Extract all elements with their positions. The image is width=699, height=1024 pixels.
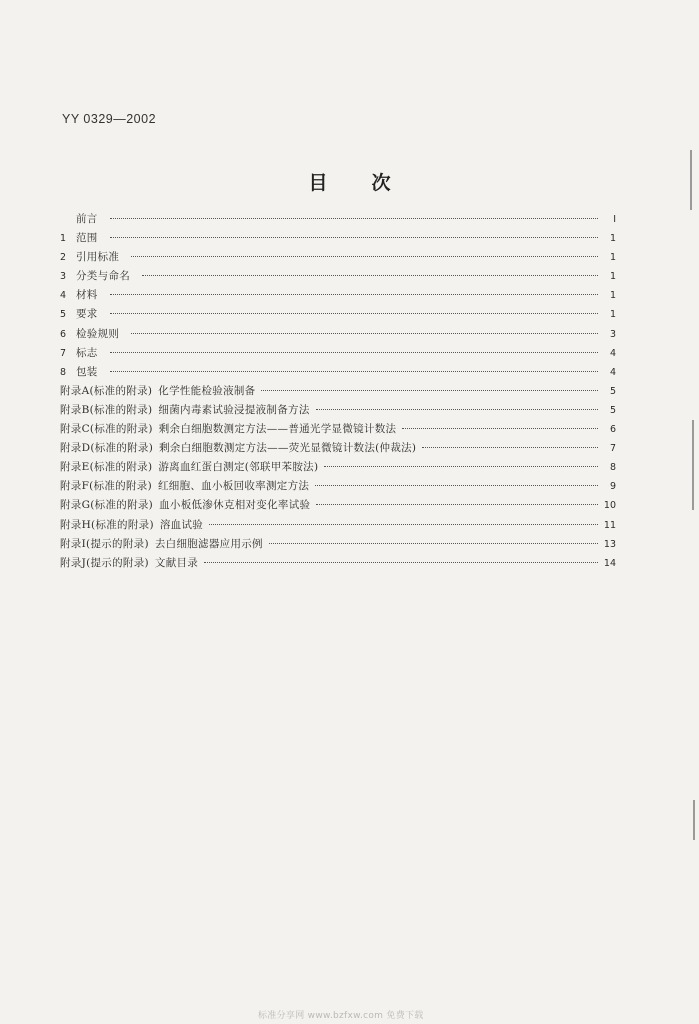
toc-entry[interactable] [60, 344, 616, 363]
toc-entry-page: 7 [609, 443, 616, 455]
toc-entry[interactable] [60, 401, 616, 420]
toc-entry-label: 附录H(标准的附录) 溶血试验 [60, 518, 204, 531]
toc-entry-label: 附录B(标准的附录) 细菌内毒素试验浸提液制备方法 [60, 403, 310, 416]
toc-entry-number: 6 [60, 328, 67, 340]
toc-entry-label: 附录F(标准的附录) 红细胞、血小板回收率测定方法 [60, 480, 310, 493]
toc-entry[interactable] [60, 325, 616, 344]
toc-entry[interactable] [60, 477, 616, 496]
scan-edge-mark [692, 420, 694, 510]
toc-entry-number: 2 [60, 252, 67, 264]
toc-leader-dots [142, 275, 598, 276]
toc-leader-dots [110, 313, 598, 314]
toc-entry-number: 1 [60, 233, 67, 245]
toc-entry[interactable] [60, 516, 616, 535]
toc-entry-label: 附录E(标准的附录) 游离血红蛋白测定(邻联甲苯胺法) [60, 461, 319, 474]
toc-entry-label: 附录G(标准的附录) 血小板低渗休克相对变化率试验 [60, 499, 311, 512]
toc-entry-page: 11 [603, 519, 616, 531]
toc-entry-page: 5 [609, 385, 616, 397]
toc-leader-dots [316, 504, 598, 505]
toc-entry[interactable] [60, 305, 616, 324]
toc-entry[interactable] [60, 286, 616, 305]
toc-entry-page: 1 [609, 252, 616, 264]
toc-entry[interactable] [60, 229, 616, 248]
toc-entry-label: 材料 [76, 289, 98, 302]
toc-leader-dots [324, 466, 598, 467]
toc-entry-page: 4 [609, 366, 616, 378]
toc-leader-dots [402, 428, 598, 429]
toc-entry-label: 包装 [76, 365, 98, 378]
toc-entry-label: 附录C(标准的附录) 剩余白细胞数测定方法——普通光学显微镜计数法 [60, 423, 397, 436]
toc-entry[interactable] [60, 535, 616, 554]
toc-entry-number: 4 [60, 290, 67, 302]
toc-entry-page: I [613, 214, 616, 225]
footer-watermark: 标准分享网 www.bzfxw.com 免费下载 [258, 1011, 424, 1021]
toc-entry-page: 10 [603, 500, 616, 512]
toc-leader-dots [110, 352, 598, 353]
toc-entry-number: 8 [60, 366, 67, 378]
toc-entry[interactable] [60, 554, 616, 573]
toc-leader-dots [261, 390, 598, 391]
toc-entry-label: 附录A(标准的附录) 化学性能检验液制备 [60, 384, 256, 397]
table-of-contents [60, 210, 616, 573]
toc-leader-dots [131, 333, 598, 334]
toc-title-char-2: 次 [371, 172, 391, 194]
toc-leader-dots [269, 543, 598, 544]
toc-leader-dots [131, 256, 598, 257]
toc-title-char-1: 目 [308, 172, 328, 194]
toc-entry-label: 引用标准 [76, 251, 120, 264]
toc-leader-dots [422, 447, 598, 448]
document-code: YY 0329—2002 [62, 112, 157, 126]
toc-entry[interactable] [60, 248, 616, 267]
toc-entry-page: 1 [609, 271, 616, 283]
toc-entry[interactable] [60, 382, 616, 401]
toc-leader-dots [110, 218, 598, 219]
toc-entry-page: 1 [609, 309, 616, 321]
toc-entry-page: 3 [609, 328, 616, 340]
toc-entry[interactable] [60, 420, 616, 439]
toc-entry-number: 7 [60, 347, 67, 359]
toc-leader-dots [110, 237, 598, 238]
toc-leader-dots [110, 294, 598, 295]
toc-entry[interactable] [60, 439, 616, 458]
scan-edge-mark [693, 800, 695, 840]
toc-leader-dots [204, 562, 598, 563]
toc-entry[interactable] [60, 363, 616, 382]
toc-entry[interactable] [60, 210, 616, 229]
toc-leader-dots [209, 524, 598, 525]
toc-entry-label: 分类与命名 [76, 270, 130, 283]
toc-entry-page: 9 [609, 481, 616, 493]
toc-entry-page: 8 [609, 462, 616, 474]
toc-entry-page: 14 [603, 557, 616, 569]
toc-title [0, 168, 699, 195]
toc-entry-label: 要求 [76, 308, 98, 321]
toc-entry-number: 5 [60, 309, 67, 321]
scan-edge-mark [690, 150, 692, 210]
toc-entry-page: 13 [603, 538, 616, 550]
toc-leader-dots [316, 409, 598, 410]
toc-entry-page: 4 [609, 347, 616, 359]
toc-entry-label: 检验规则 [76, 327, 120, 340]
toc-entry-label: 前言 [76, 213, 98, 225]
toc-entry[interactable] [60, 267, 616, 286]
toc-entry-label: 附录I(提示的附录) 去白细胞滤器应用示例 [60, 537, 263, 550]
toc-entry-page: 1 [609, 233, 616, 245]
toc-entry-page: 5 [609, 404, 616, 416]
toc-entry[interactable] [60, 496, 616, 515]
toc-leader-dots [110, 371, 598, 372]
toc-entry[interactable] [60, 458, 616, 477]
toc-entry-label: 附录D(标准的附录) 剩余白细胞数测定方法——荧光显微镜计数法(仲裁法) [60, 442, 417, 455]
toc-entry-label: 标志 [76, 346, 98, 359]
toc-leader-dots [315, 485, 598, 486]
toc-entry-page: 6 [609, 424, 616, 436]
toc-entry-page: 1 [609, 290, 616, 302]
toc-entry-label: 附录J(提示的附录) 文献目录 [60, 556, 199, 569]
toc-entry-number: 3 [60, 271, 67, 283]
toc-entry-label: 范围 [76, 232, 98, 245]
